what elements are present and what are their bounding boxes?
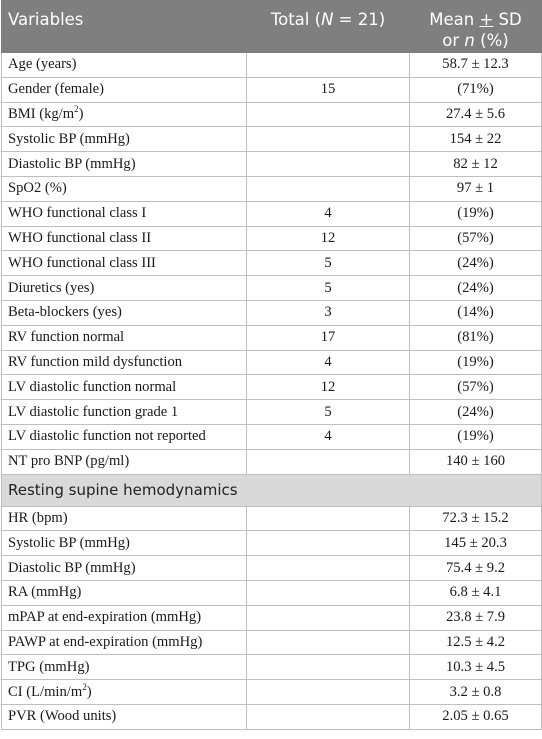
mean-sd-cell: 140 ± 160 [410, 449, 542, 474]
total-cell: 4 [247, 350, 410, 375]
mean-sd-cell: 72.3 ± 15.2 [410, 506, 542, 531]
table-row [2, 102, 542, 127]
variable-label: PVR (Wood units) [2, 704, 247, 729]
variable-label: Beta-blockers (yes) [2, 300, 247, 325]
variable-label: LV diastolic function not reported [2, 424, 247, 449]
table-row [2, 325, 542, 350]
table-row [2, 276, 542, 301]
total-cell [247, 102, 410, 127]
total-cell [247, 176, 410, 201]
variable-label: TPG (mmHg) [2, 655, 247, 680]
table-row [2, 251, 542, 276]
table-row [2, 655, 542, 680]
mean-sd-cell: (81%) [410, 325, 542, 350]
mean-sd-cell: 12.5 ± 4.2 [410, 630, 542, 655]
variable-label: Diastolic BP (mmHg) [2, 556, 247, 581]
total-cell: 5 [247, 400, 410, 425]
total-cell [247, 449, 410, 474]
variable-label: Gender (female) [2, 77, 247, 102]
section-title: Resting supine hemodynamics [2, 474, 542, 506]
mean-sd-cell: 2.05 ± 0.65 [410, 704, 542, 729]
mean-sd-cell: 145 ± 20.3 [410, 531, 542, 556]
total-cell [247, 152, 410, 177]
total-cell: 4 [247, 424, 410, 449]
variable-label: LV diastolic function grade 1 [2, 400, 247, 425]
mean-sd-cell: 97 ± 1 [410, 176, 542, 201]
total-cell [247, 506, 410, 531]
section-row-resting-hemodynamics [2, 474, 542, 506]
table-row [2, 424, 542, 449]
total-cell [247, 53, 410, 78]
table-row [2, 53, 542, 78]
table-row [2, 531, 542, 556]
mean-sd-cell: (24%) [410, 251, 542, 276]
variable-label: SpO2 (%) [2, 176, 247, 201]
table-row [2, 350, 542, 375]
table-row [2, 176, 542, 201]
mean-sd-cell: (57%) [410, 226, 542, 251]
table-row [2, 77, 542, 102]
table-row [2, 704, 542, 729]
total-cell: 12 [247, 375, 410, 400]
total-cell: 15 [247, 77, 410, 102]
mean-sd-cell: 27.4 ± 5.6 [410, 102, 542, 127]
table-row [2, 400, 542, 425]
table-row [2, 226, 542, 251]
mean-sd-cell: (14%) [410, 300, 542, 325]
variable-label: CI $(L/\min/m^2)$ [2, 680, 247, 705]
table-row [2, 556, 542, 581]
variable-label: BMI $(kg/m^2)$ [2, 102, 247, 127]
mean-sd-cell: (19%) [410, 201, 542, 226]
variable-label: RV function normal [2, 325, 247, 350]
total-cell: 3 [247, 300, 410, 325]
total-cell [247, 655, 410, 680]
mean-sd-cell: 75.4 ± 9.2 [410, 556, 542, 581]
variable-label: mPAP at end-expiration (mmHg) [2, 605, 247, 630]
header-row [2, 1, 542, 53]
variable-label: Systolic BP (mmHg) [2, 127, 247, 152]
total-cell [247, 605, 410, 630]
total-cell: 4 [247, 201, 410, 226]
variable-label: WHO functional class I [2, 201, 247, 226]
mean-sd-cell: 23.8 ± 7.9 [410, 605, 542, 630]
variable-label: WHO functional class III [2, 251, 247, 276]
table-row [2, 449, 542, 474]
mean-sd-cell: (24%) [410, 276, 542, 301]
table-row [2, 605, 542, 630]
header-variables: Variables [2, 1, 247, 53]
table-row [2, 680, 542, 705]
variable-label: RA (mmHg) [2, 580, 247, 605]
total-cell [247, 680, 410, 705]
mean-sd-cell: 10.3 ± 4.5 [410, 655, 542, 680]
total-cell: 12 [247, 226, 410, 251]
total-cell [247, 531, 410, 556]
total-cell [247, 127, 410, 152]
table-row [2, 201, 542, 226]
mean-sd-cell: (19%) [410, 424, 542, 449]
total-cell [247, 556, 410, 581]
variable-label: HR (bpm) [2, 506, 247, 531]
mean-sd-cell: (19%) [410, 350, 542, 375]
mean-sd-cell: (24%) [410, 400, 542, 425]
table-row [2, 580, 542, 605]
total-cell [247, 580, 410, 605]
variable-label: LV diastolic function normal [2, 375, 247, 400]
table-row [2, 506, 542, 531]
demographics-table [1, 0, 542, 730]
header-mean-sd: Mean + SD or n (%) [410, 1, 542, 53]
total-cell: 17 [247, 325, 410, 350]
mean-sd-cell: 6.8 ± 4.1 [410, 580, 542, 605]
table-row [2, 127, 542, 152]
variable-label: Age (years) [2, 53, 247, 78]
table-row [2, 375, 542, 400]
variable-label: Systolic BP (mmHg) [2, 531, 247, 556]
total-cell [247, 630, 410, 655]
total-cell [247, 704, 410, 729]
table-row [2, 300, 542, 325]
variable-label: RV function mild dysfunction [2, 350, 247, 375]
mean-sd-cell: 82 ± 12 [410, 152, 542, 177]
variable-label: Diuretics (yes) [2, 276, 247, 301]
mean-sd-cell: 58.7 ± 12.3 [410, 53, 542, 78]
variable-label: NT pro BNP (pg/ml) [2, 449, 247, 474]
table-row [2, 630, 542, 655]
mean-sd-cell: (71%) [410, 77, 542, 102]
total-cell: 5 [247, 276, 410, 301]
total-cell: 5 [247, 251, 410, 276]
mean-sd-cell: 3.2 ± 0.8 [410, 680, 542, 705]
variable-label: Diastolic BP (mmHg) [2, 152, 247, 177]
header-total: Total (N = 21) [247, 1, 410, 53]
table-row [2, 152, 542, 177]
variable-label: PAWP at end-expiration (mmHg) [2, 630, 247, 655]
mean-sd-cell: (57%) [410, 375, 542, 400]
mean-sd-cell: 154 ± 22 [410, 127, 542, 152]
variable-label: WHO functional class II [2, 226, 247, 251]
